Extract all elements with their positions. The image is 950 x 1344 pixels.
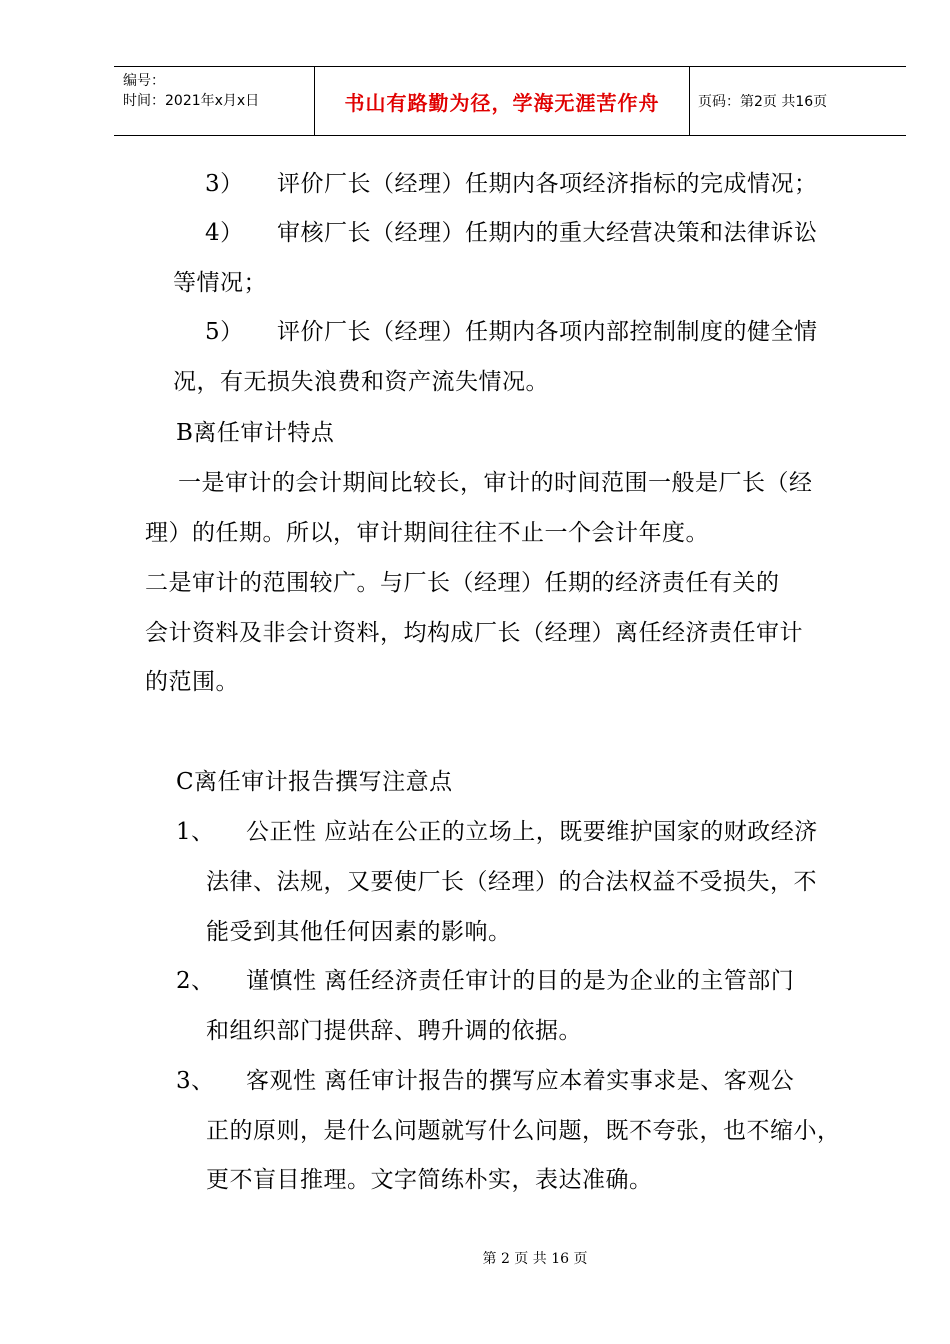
number-label: 编号： <box>123 73 165 89</box>
section-b-paragraph-1: 一是审计的会计期间比较长，审计的时间范围一般是厂长（经 <box>178 470 813 496</box>
point-1-line-3: 能受到其他任何因素的影响。 <box>206 919 512 945</box>
header-motto: 书山有路勤为径，学海无涯苦作舟 <box>315 67 690 135</box>
section-b-title: B离任审计特点 <box>176 420 335 446</box>
header-page-label: 页码：第2页 共16页 <box>698 94 828 110</box>
section-b-paragraph-1-line-2: 理）的任期。所以，审计期间往往不止一个会计年度。 <box>145 520 709 546</box>
page-footer: 第 2 页 共 16 页 <box>482 1251 588 1267</box>
section-b-paragraph-2-line-3: 的范围。 <box>145 669 239 695</box>
item-text: 评价厂长（经理）任期内各项经济指标的完成情况； <box>277 171 818 197</box>
point-text: 客观性 离任审计报告的撰写应本着实事求是、客观公 <box>246 1068 795 1094</box>
item-5-continuation: 况，有无损失浪费和资产流失情况。 <box>173 369 549 395</box>
point-number: 2、 <box>176 968 215 994</box>
time-label: 时间：2021年x月x日 <box>123 93 260 109</box>
item-4-continuation: 等情况； <box>173 270 267 296</box>
page-header <box>114 66 906 136</box>
point-2 <box>176 967 794 995</box>
item-4 <box>205 219 818 247</box>
point-number: 1、 <box>176 819 215 845</box>
section-c-title: C离任审计报告撰写注意点 <box>176 769 453 795</box>
item-5 <box>205 318 818 346</box>
item-number: 4） <box>205 220 244 246</box>
item-number: 3） <box>205 171 244 197</box>
section-b-paragraph-2: 二是审计的范围较广。与厂长（经理）任期的经济责任有关的 <box>145 570 780 596</box>
point-1 <box>176 818 818 846</box>
point-3-line-2: 正的原则，是什么问题就写什么问题，既不夸张，也不缩小， <box>206 1118 841 1144</box>
item-text: 评价厂长（经理）任期内各项内部控制制度的健全情 <box>277 319 818 345</box>
section-b-paragraph-2-line-2: 会计资料及非会计资料，均构成厂长（经理）离任经济责任审计 <box>145 620 803 646</box>
header-meta <box>114 67 315 135</box>
point-1-line-2: 法律、法规，又要使厂长（经理）的合法权益不受损失，不 <box>206 869 817 895</box>
point-text: 谨慎性 离任经济责任审计的目的是为企业的主管部门 <box>246 968 795 994</box>
item-3 <box>205 170 818 198</box>
item-text: 审核厂长（经理）任期内的重大经营决策和法律诉讼 <box>277 220 818 246</box>
point-text: 公正性 应站在公正的立场上，既要维护国家的财政经济 <box>246 819 818 845</box>
point-number: 3、 <box>176 1068 215 1094</box>
item-number: 5） <box>205 319 244 345</box>
point-3-line-3: 更不盲目推理。文字简练朴实，表达准确。 <box>206 1167 653 1193</box>
point-3 <box>176 1067 794 1095</box>
point-2-line-2: 和组织部门提供辞、聘升调的依据。 <box>206 1018 582 1044</box>
